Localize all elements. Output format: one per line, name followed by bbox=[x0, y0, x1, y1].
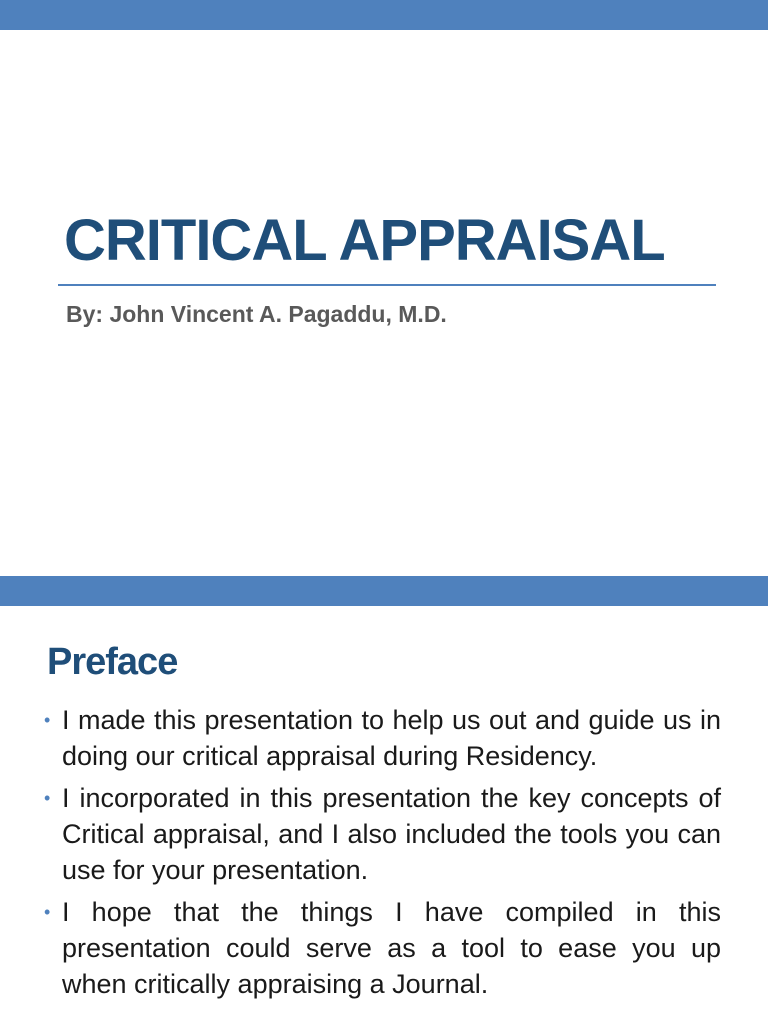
title-underline bbox=[58, 284, 716, 286]
bullet-icon: • bbox=[44, 710, 51, 730]
preface-bullet-list bbox=[44, 702, 721, 1008]
list-item bbox=[44, 780, 721, 888]
preface-heading: Preface bbox=[47, 641, 178, 683]
slide-preface bbox=[0, 576, 768, 1024]
bullet-icon: • bbox=[44, 788, 51, 808]
bullet-icon: • bbox=[44, 902, 51, 922]
slide-title-heading: CRITICAL APPRAISAL bbox=[64, 208, 665, 273]
list-item bbox=[44, 702, 721, 774]
bullet-text: I hope that the things I have compiled in this presentation could serve as a tool to ease you up when critically appraising a Journal. bbox=[62, 897, 721, 999]
slide-top-bar bbox=[0, 0, 768, 30]
bullet-text: I incorporated in this presentation the key concepts of Critical appraisal, and I also included the tools you can use for your presentation. bbox=[62, 783, 721, 885]
bullet-text: I made this presentation to help us out and guide us in doing our critical appraisal during Residency. bbox=[62, 705, 721, 771]
author-byline: By: John Vincent A. Pagaddu, M.D. bbox=[66, 301, 447, 327]
list-item bbox=[44, 894, 721, 1002]
slide-top-bar bbox=[0, 576, 768, 606]
